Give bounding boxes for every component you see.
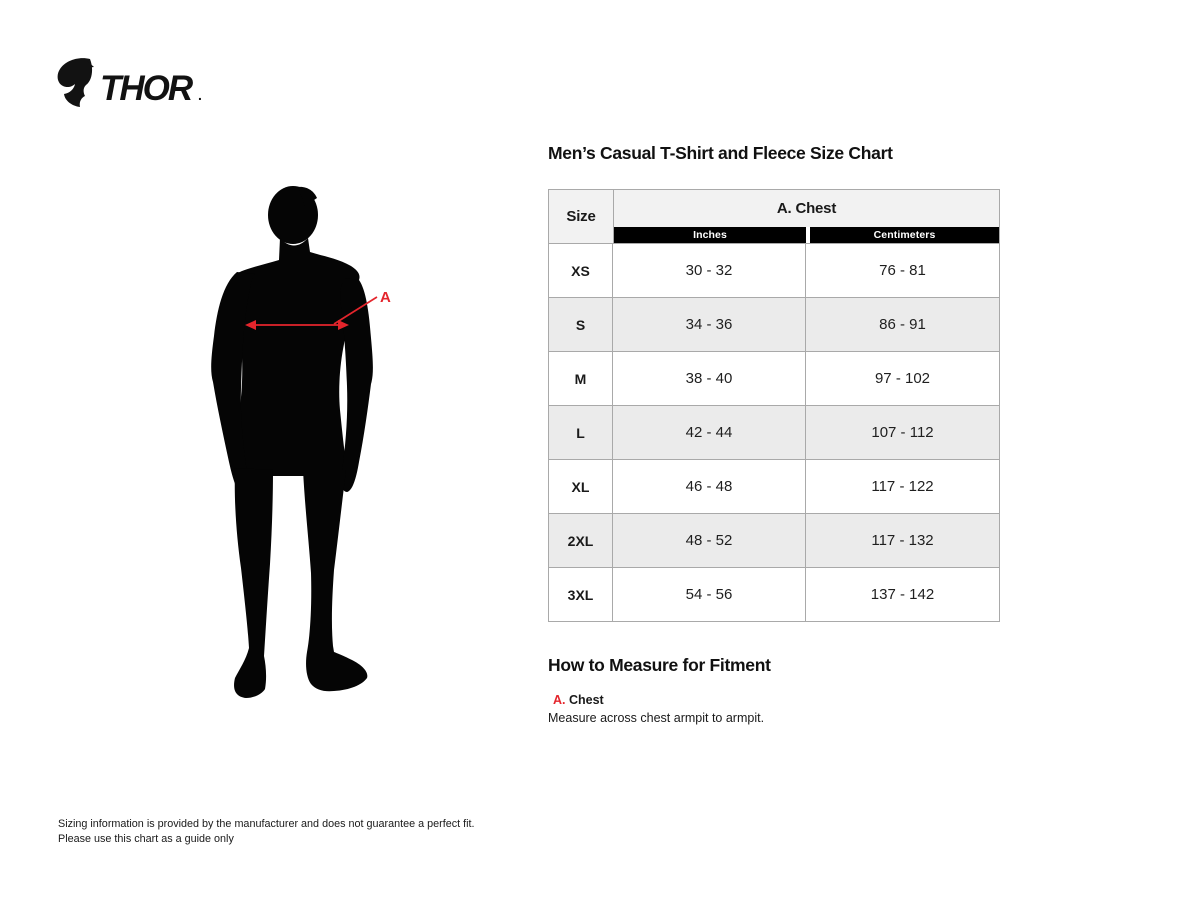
centimeters-value: 137 - 142 (870, 586, 935, 603)
thor-logo (56, 58, 206, 108)
size-label: S (549, 298, 613, 351)
centimeters-value: 86 - 91 (879, 316, 926, 333)
inches-header: Inches (614, 227, 806, 243)
size-label: L (549, 406, 613, 459)
disclaimer-line-1: Sizing information is provided by the manufacturer and does not guarantee a perfect fit. (58, 818, 475, 830)
size-row-2xl (549, 514, 999, 568)
chest-group-header: A. Chest (614, 190, 999, 227)
inches-value: 30 - 32 (613, 244, 806, 297)
body-measurement-diagram (210, 178, 405, 702)
inches-value: 54 - 56 (613, 568, 806, 621)
size-label: XS (549, 244, 613, 297)
chest-header-group (614, 190, 999, 243)
silhouette-left-leg (234, 468, 273, 698)
centimeters-value: 117 - 122 (871, 478, 934, 495)
table-header (549, 190, 999, 244)
silhouette-right-leg (303, 470, 367, 691)
size-label: XL (549, 460, 613, 513)
inches-value: 48 - 52 (613, 514, 806, 567)
measure-item-name: Chest (565, 693, 604, 707)
size-label: M (549, 352, 613, 405)
inches-value: 34 - 36 (613, 298, 806, 351)
centimeters-value: 107 - 112 (871, 424, 934, 441)
size-row-l (549, 406, 999, 460)
size-row-s (549, 298, 999, 352)
chest-measure-label: A (380, 289, 391, 306)
size-chart-title: Men’s Casual T-Shirt and Fleece Size Chart (548, 143, 893, 163)
how-to-measure-heading: How to Measure for Fitment (548, 655, 771, 675)
size-column-header: Size (549, 190, 614, 243)
centimeters-value: 117 - 132 (871, 532, 934, 549)
size-row-xl (549, 460, 999, 514)
measure-item-key: A. (553, 693, 566, 707)
size-chart-table (548, 189, 1000, 622)
sizing-disclaimer (58, 817, 475, 846)
measure-item-description: Measure across chest armpit to armpit. (548, 711, 765, 725)
unit-header-row (614, 227, 999, 243)
centimeters-value: 97 - 102 (874, 370, 931, 387)
thor-logo-graphic (56, 58, 206, 108)
inches-value: 38 - 40 (613, 352, 806, 405)
size-label: 3XL (549, 568, 613, 621)
body-silhouette (210, 178, 405, 702)
centimeters-header: Centimeters (810, 227, 999, 243)
size-row-m (549, 352, 999, 406)
size-row-xs (549, 244, 999, 298)
thor-logo-trademark: . (198, 87, 202, 103)
inches-value: 42 - 44 (613, 406, 806, 459)
disclaimer-line-2: Please use this chart as a guide only (58, 832, 234, 845)
measure-item-chest (553, 693, 604, 707)
thor-logo-text: THOR (100, 69, 192, 108)
inches-value: 46 - 48 (613, 460, 806, 513)
size-row-3xl (549, 568, 999, 621)
size-label: 2XL (549, 514, 613, 567)
centimeters-value: 76 - 81 (879, 262, 926, 279)
